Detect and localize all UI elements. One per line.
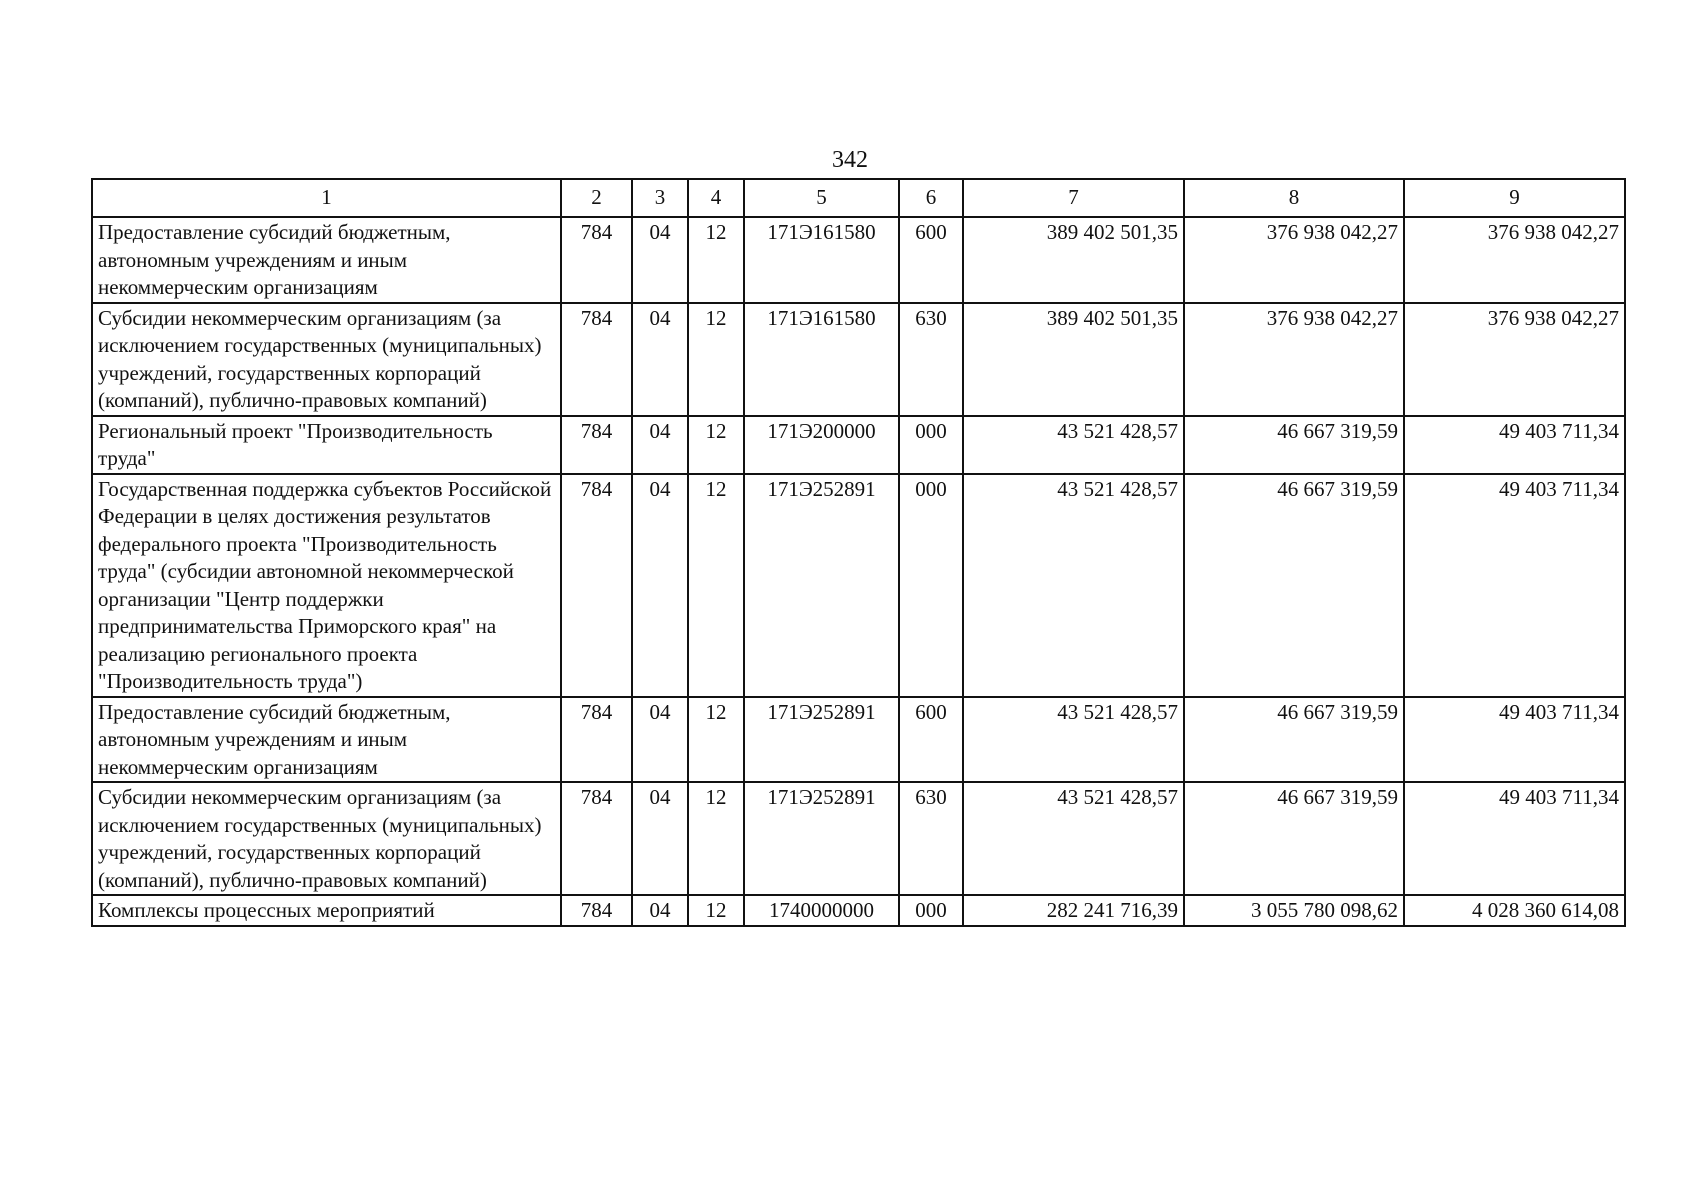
amount-col8-cell: 46 667 319,59 — [1184, 697, 1404, 783]
column-number-row — [92, 179, 1625, 217]
row-name-cell: Региональный проект "Производительность труда" — [92, 416, 561, 474]
subsection-code-cell: 12 — [688, 303, 744, 416]
ministry-code-cell: 784 — [561, 895, 632, 926]
table-row — [92, 895, 1625, 926]
target-article-cell: 171Э252891 — [744, 782, 899, 895]
subsection-code-cell: 12 — [688, 217, 744, 303]
amount-col9-cell: 4 028 360 614,08 — [1404, 895, 1625, 926]
amount-col7-cell: 389 402 501,35 — [963, 217, 1184, 303]
amount-col8-cell: 3 055 780 098,62 — [1184, 895, 1404, 926]
amount-col7-cell: 43 521 428,57 — [963, 782, 1184, 895]
amount-col8-cell: 376 938 042,27 — [1184, 217, 1404, 303]
ministry-code-cell: 784 — [561, 217, 632, 303]
section-code-cell: 04 — [632, 697, 688, 783]
column-header: 3 — [632, 179, 688, 217]
amount-col8-cell: 46 667 319,59 — [1184, 782, 1404, 895]
ministry-code-cell: 784 — [561, 474, 632, 697]
amount-col9-cell: 49 403 711,34 — [1404, 474, 1625, 697]
expense-type-cell: 000 — [899, 474, 963, 697]
row-name-cell: Предоставление субсидий бюджетным, автономным учреждениям и иным некоммерческим организациям — [92, 217, 561, 303]
amount-col9-cell: 49 403 711,34 — [1404, 782, 1625, 895]
target-article-cell: 171Э161580 — [744, 217, 899, 303]
row-name-cell: Субсидии некоммерческим организациям (за исключением государственных (муниципальных) учреждений, государственных корпораций (компаний), публично-правовых компаний) — [92, 303, 561, 416]
column-header: 1 — [92, 179, 561, 217]
section-code-cell: 04 — [632, 782, 688, 895]
amount-col9-cell: 49 403 711,34 — [1404, 416, 1625, 474]
column-header: 2 — [561, 179, 632, 217]
page-number: 342 — [832, 147, 868, 173]
row-name-cell: Комплексы процессных мероприятий — [92, 895, 561, 926]
subsection-code-cell: 12 — [688, 782, 744, 895]
budget-table — [91, 178, 1626, 927]
section-code-cell: 04 — [632, 895, 688, 926]
row-name-cell: Предоставление субсидий бюджетным, автономным учреждениям и иным некоммерческим организациям — [92, 697, 561, 783]
table-row — [92, 303, 1625, 416]
ministry-code-cell: 784 — [561, 416, 632, 474]
amount-col8-cell: 376 938 042,27 — [1184, 303, 1404, 416]
expense-type-cell: 000 — [899, 416, 963, 474]
target-article-cell: 171Э252891 — [744, 697, 899, 783]
ministry-code-cell: 784 — [561, 782, 632, 895]
amount-col7-cell: 389 402 501,35 — [963, 303, 1184, 416]
column-header: 8 — [1184, 179, 1404, 217]
column-header: 7 — [963, 179, 1184, 217]
amount-col9-cell: 376 938 042,27 — [1404, 303, 1625, 416]
table-row — [92, 416, 1625, 474]
table-row — [92, 697, 1625, 783]
expense-type-cell: 600 — [899, 217, 963, 303]
amount-col8-cell: 46 667 319,59 — [1184, 474, 1404, 697]
section-code-cell: 04 — [632, 474, 688, 697]
column-header: 5 — [744, 179, 899, 217]
amount-col8-cell: 46 667 319,59 — [1184, 416, 1404, 474]
expense-type-cell: 000 — [899, 895, 963, 926]
amount-col7-cell: 43 521 428,57 — [963, 416, 1184, 474]
table-row — [92, 782, 1625, 895]
column-header: 6 — [899, 179, 963, 217]
amount-col7-cell: 43 521 428,57 — [963, 697, 1184, 783]
target-article-cell: 171Э161580 — [744, 303, 899, 416]
section-code-cell: 04 — [632, 416, 688, 474]
expense-type-cell: 630 — [899, 303, 963, 416]
target-article-cell: 171Э252891 — [744, 474, 899, 697]
table-row — [92, 217, 1625, 303]
column-header: 4 — [688, 179, 744, 217]
amount-col7-cell: 282 241 716,39 — [963, 895, 1184, 926]
target-article-cell: 1740000000 — [744, 895, 899, 926]
expense-type-cell: 630 — [899, 782, 963, 895]
subsection-code-cell: 12 — [688, 416, 744, 474]
column-header: 9 — [1404, 179, 1625, 217]
row-name-cell: Государственная поддержка субъектов Российской Федерации в целях достижения результатов федерального проекта "Производительность труда" (субсидии автономной некоммерческой организации "Центр поддержки предпринимательства Приморского края" на реализацию регионального проекта "Производительность труда") — [92, 474, 561, 697]
expense-type-cell: 600 — [899, 697, 963, 783]
table-row — [92, 474, 1625, 697]
section-code-cell: 04 — [632, 217, 688, 303]
row-name-cell: Субсидии некоммерческим организациям (за исключением государственных (муниципальных) учреждений, государственных корпораций (компаний), публично-правовых компаний) — [92, 782, 561, 895]
amount-col7-cell: 43 521 428,57 — [963, 474, 1184, 697]
section-code-cell: 04 — [632, 303, 688, 416]
subsection-code-cell: 12 — [688, 895, 744, 926]
target-article-cell: 171Э200000 — [744, 416, 899, 474]
subsection-code-cell: 12 — [688, 697, 744, 783]
ministry-code-cell: 784 — [561, 697, 632, 783]
amount-col9-cell: 376 938 042,27 — [1404, 217, 1625, 303]
ministry-code-cell: 784 — [561, 303, 632, 416]
subsection-code-cell: 12 — [688, 474, 744, 697]
amount-col9-cell: 49 403 711,34 — [1404, 697, 1625, 783]
